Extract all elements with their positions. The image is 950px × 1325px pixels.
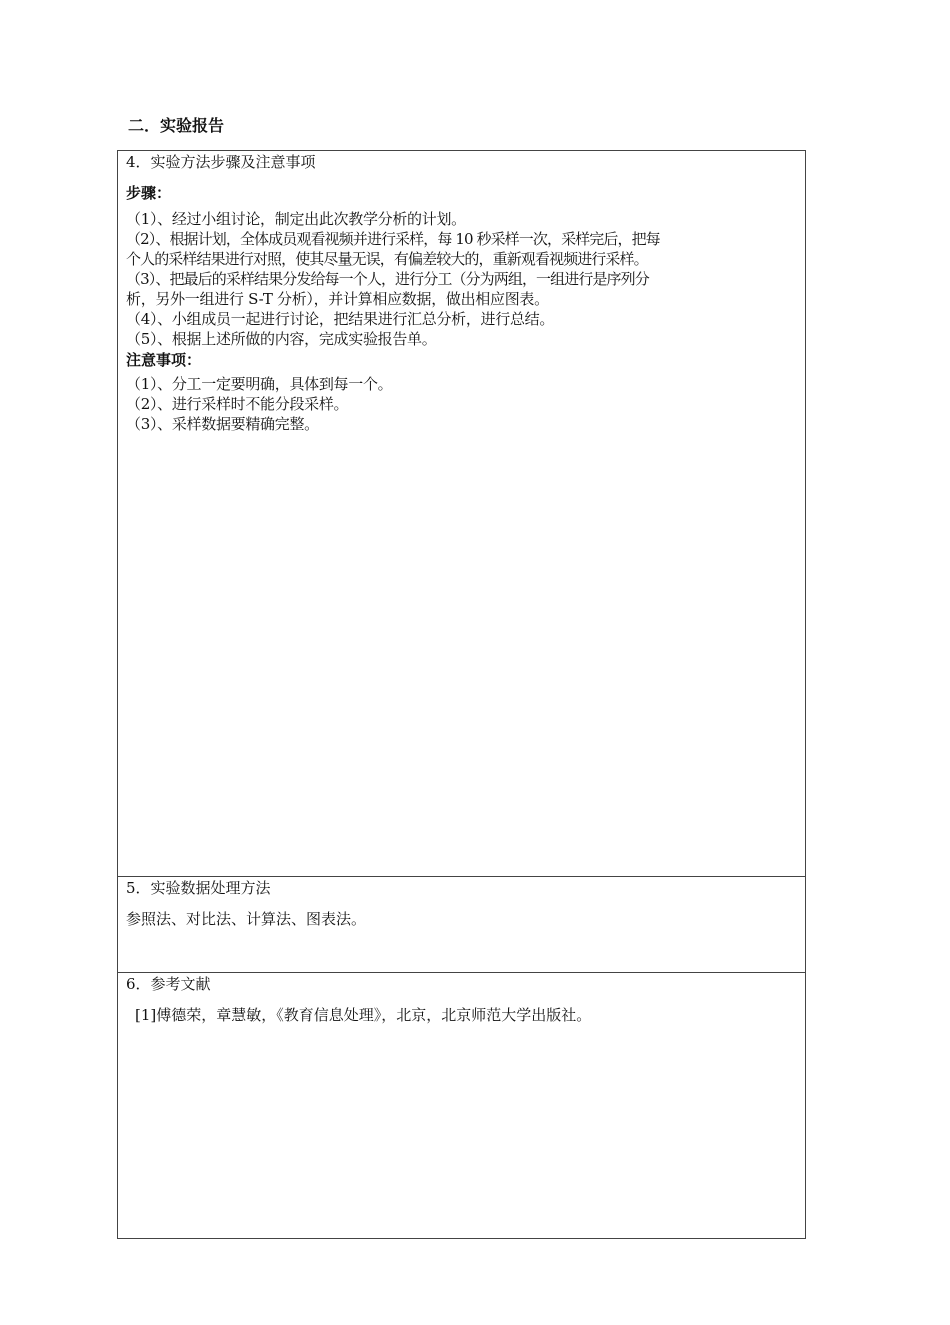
step-line: （2）、根据计划，全体成员观看视频并进行采样，每 10 秒采样一次，采样完后，把每 (126, 230, 660, 248)
section-references-title: 6．参考文献 (126, 975, 211, 993)
notes-label: 注意事项： (126, 351, 202, 369)
step-line: （5）、根据上述所做的内容，完成实验报告单。 (126, 330, 437, 348)
section-data-processing-title: 5．实验数据处理方法 (126, 879, 271, 897)
note-line: （3）、采样数据要精确完整。 (126, 415, 319, 433)
steps-label: 步骤： (126, 184, 172, 202)
page-heading: 二．实验报告 (128, 116, 225, 135)
reference-item: [1]傅德荣，章慧敏，《教育信息处理》，北京，北京师范大学出版社。 (135, 1006, 592, 1024)
data-processing-methods: 参照法、对比法、计算法、图表法。 (126, 910, 367, 928)
steps-list (126, 209, 797, 349)
notes-list (126, 374, 797, 434)
note-line: （1）、分工一定要明确，具体到每一个。 (126, 375, 393, 393)
note-line: （2）、进行采样时不能分段采样。 (126, 395, 349, 413)
step-line: 析，另外一组进行 S-T 分析），并计算相应数据，做出相应图表。 (126, 290, 549, 308)
step-line: 个人的采样结果进行对照，使其尽量无误，有偏差较大的，重新观看视频进行采样。 (126, 250, 648, 268)
section-data-processing-cell (118, 877, 805, 973)
section-methods-title: 4．实验方法步骤及注意事项 (126, 153, 316, 171)
report-table (117, 150, 806, 1239)
step-line: （3）、把最后的采样结果分发给每一个人，进行分工（分为两组，一组进行是序列分 (126, 270, 649, 288)
section-methods-cell (118, 151, 805, 877)
step-line: （1）、经过小组讨论，制定出此次教学分析的计划。 (126, 210, 466, 228)
step-line: （4）、小组成员一起进行讨论，把结果进行汇总分析，进行总结。 (126, 310, 555, 328)
section-references-cell (118, 973, 805, 1239)
